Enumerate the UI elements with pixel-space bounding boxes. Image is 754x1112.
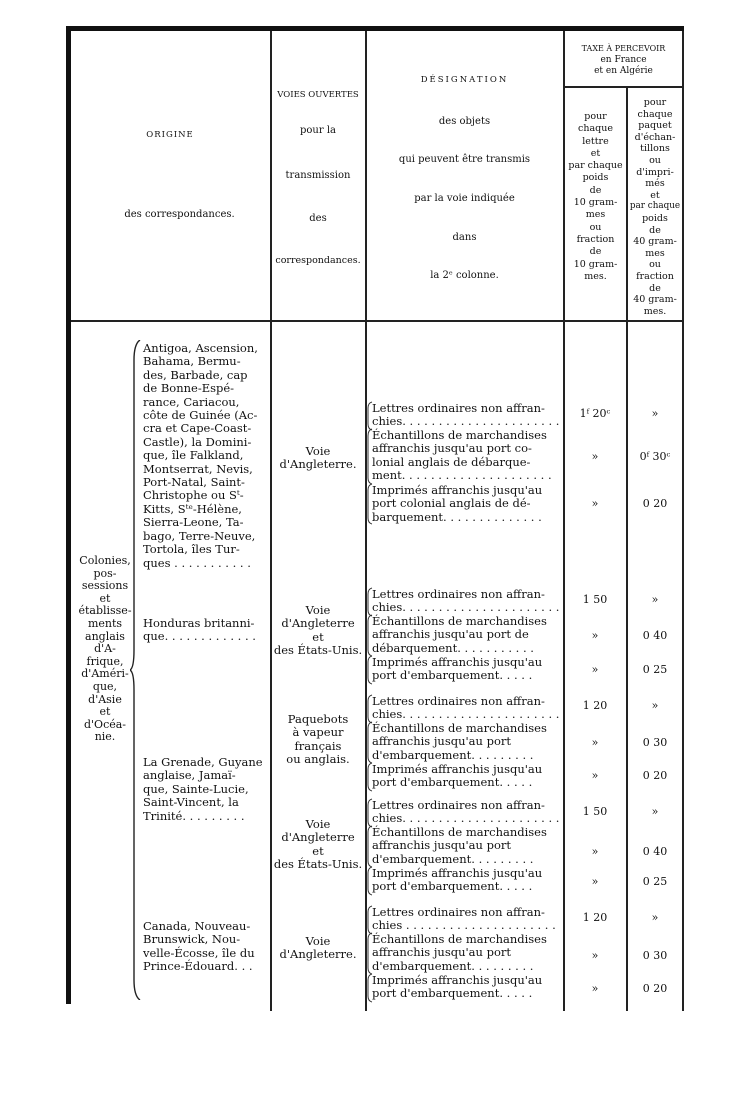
item-line: port d'embarquement. . . . . bbox=[372, 879, 533, 894]
tax-samples-line: ou bbox=[649, 154, 661, 166]
item-7 bbox=[372, 695, 562, 722]
item-9 bbox=[372, 763, 562, 790]
place-line: Antigoa, Ascension, bbox=[143, 341, 258, 355]
tax-letters-line: mes. bbox=[584, 270, 607, 282]
tax-samples-line: ou bbox=[649, 259, 661, 271]
tax-sample-value: 0ᶠ 30ᶜ bbox=[639, 450, 671, 463]
item-line: chies. . . . . . . . . . . . . . . . . . . . . . bbox=[372, 811, 560, 826]
item-3 bbox=[372, 484, 562, 524]
place-line: rance, Cariacou, bbox=[143, 394, 240, 409]
item-line: Lettres ordinaires non affran- bbox=[372, 587, 545, 601]
tax-sample-value: » bbox=[651, 699, 659, 712]
tax-letters-line: par chaque bbox=[568, 160, 623, 172]
designation-header-line: par la voie indiquée bbox=[414, 193, 515, 204]
tax-samples-line: pour bbox=[643, 97, 667, 108]
tax-letters-line: pour bbox=[584, 111, 607, 122]
route-line: Paquebots bbox=[287, 712, 349, 726]
tax-sample-value: » bbox=[651, 911, 659, 924]
item-line: port d'embarquement. . . . . bbox=[372, 668, 533, 683]
designation-header-line: des objets bbox=[438, 116, 491, 127]
routes-header-line: correspondances. bbox=[275, 255, 361, 266]
origin-group-line: d'Océa- bbox=[83, 717, 127, 731]
place-line: ques . . . . . . . . . . . bbox=[143, 555, 251, 570]
tax-letters-line: lettre bbox=[582, 135, 609, 147]
tax-sample-value: 0 40 bbox=[642, 629, 668, 642]
item-11 bbox=[372, 826, 562, 866]
route-line: d'Angleterre bbox=[281, 830, 355, 845]
item-line: affranchis jusqu'au port co- bbox=[372, 441, 532, 456]
place-line: velle-Écosse, île du bbox=[143, 945, 255, 960]
place-group-4 bbox=[143, 920, 269, 974]
place-line: Saint-Vincent, la bbox=[143, 795, 239, 810]
tax-samples-line: de bbox=[649, 224, 661, 236]
route-line: d'Angleterre bbox=[281, 616, 355, 631]
tax-letters-line: de bbox=[589, 184, 602, 196]
route-line: d'Angleterre. bbox=[279, 947, 357, 962]
route-line: Voie bbox=[305, 603, 331, 617]
item-5 bbox=[372, 615, 562, 655]
item-line: Échantillons de marchandises bbox=[372, 428, 547, 442]
tax-letter-value: 1 20 bbox=[582, 911, 608, 924]
item-line: d'embarquement. . . . . . . . . bbox=[372, 851, 534, 866]
item-line: Imprimés affranchis jusqu'au bbox=[372, 973, 543, 987]
place-line: Port-Natal, Saint- bbox=[143, 475, 245, 490]
item-line: barquement. . . . . . . . . . . . . . bbox=[372, 509, 542, 524]
place-line: anglaise, Jamaï- bbox=[143, 768, 236, 783]
tax-letters-line: ou bbox=[589, 221, 602, 233]
place-line: La Grenade, Guyane bbox=[143, 755, 263, 769]
item-line: ment. . . . . . . . . . . . . . . . . . . . . bbox=[372, 468, 552, 483]
origin-group-line: sessions bbox=[81, 579, 129, 593]
tax-sample-value: 0 40 bbox=[642, 845, 668, 858]
item-braces bbox=[364, 400, 374, 1010]
designation-header-line: DÉSIGNATION bbox=[420, 75, 509, 85]
route-line: à vapeur bbox=[292, 725, 344, 740]
tax-header-line: et en Algérie bbox=[594, 66, 653, 76]
route-line: et bbox=[312, 629, 324, 644]
tax-sample-value: 0 25 bbox=[642, 663, 668, 676]
item-line: affranchis jusqu'au port de bbox=[372, 627, 529, 642]
item-line: Échantillons de marchandises bbox=[372, 721, 547, 735]
tax-sample-value: » bbox=[651, 407, 659, 420]
tax-header-line: en France bbox=[600, 55, 647, 65]
place-line: Castle), la Domini- bbox=[143, 434, 252, 449]
origin-group-line: que, bbox=[92, 679, 118, 693]
route-1 bbox=[272, 445, 364, 472]
tax-sample-value: » bbox=[651, 805, 659, 818]
designation-header-line: la 2ᵉ colonne. bbox=[430, 270, 499, 281]
frame-top-rule bbox=[66, 26, 684, 31]
tax-samples-header bbox=[627, 97, 683, 317]
item-line: d'embarquement. . . . . . . . . bbox=[372, 747, 534, 762]
designation-header-line: qui peuvent être transmis bbox=[398, 154, 531, 165]
tax-letters-line: fraction bbox=[576, 233, 615, 245]
tax-sample-value: 0 20 bbox=[642, 982, 668, 995]
item-line: chies . . . . . . . . . . . . . . . . . . . . . bbox=[372, 918, 556, 933]
tax-letter-value: 1 20 bbox=[582, 699, 608, 712]
route-4 bbox=[272, 818, 364, 872]
tax-letters-line: 10 gram- bbox=[573, 258, 618, 270]
place-line: côte de Guinée (Ac- bbox=[143, 408, 258, 423]
origin-group-line: d'Améri- bbox=[81, 667, 129, 681]
item-line: port colonial anglais de dé- bbox=[372, 496, 531, 511]
origin-group-line: ments bbox=[87, 616, 123, 630]
route-line: des États-Unis. bbox=[273, 857, 363, 872]
item-line: Imprimés affranchis jusqu'au bbox=[372, 866, 543, 880]
place-group-3 bbox=[143, 756, 269, 823]
routes-header-line: pour la bbox=[300, 125, 336, 136]
item-line: Lettres ordinaires non affran- bbox=[372, 694, 545, 708]
tax-letter-value: » bbox=[591, 982, 599, 995]
tax-sample-value: » bbox=[651, 593, 659, 606]
route-line: d'Angleterre. bbox=[279, 457, 357, 472]
origin-group-line: Colonies, bbox=[79, 554, 131, 567]
route-5 bbox=[272, 935, 364, 962]
tax-header-rule bbox=[565, 86, 683, 88]
tax-samples-line: d'impri- bbox=[636, 166, 674, 178]
place-line: de Bonne-Espé- bbox=[143, 381, 235, 396]
place-line: Sierra-Leone, Ta- bbox=[143, 515, 244, 530]
place-line: Trinité. . . . . . . . . bbox=[143, 808, 245, 823]
place-line: Brunswick, Nou- bbox=[143, 932, 241, 947]
place-group-2 bbox=[143, 617, 269, 644]
routes-header-line: VOIES OUVERTES bbox=[277, 90, 359, 100]
tax-samples-line: 40 gram- bbox=[633, 294, 677, 306]
item-line: Lettres ordinaires non affran- bbox=[372, 905, 545, 919]
origin-header: ORIGINE bbox=[146, 130, 194, 140]
tax-sample-value: 0 25 bbox=[642, 875, 668, 888]
item-line: chies. . . . . . . . . . . . . . . . . . . . . . bbox=[372, 414, 560, 429]
tax-letter-value: 1 50 bbox=[582, 805, 608, 818]
item-6 bbox=[372, 656, 562, 683]
tax-samples-line: mes. bbox=[643, 305, 667, 317]
tax-letter-value: » bbox=[591, 663, 599, 676]
origin-group-line: d'Asie bbox=[88, 692, 122, 706]
route-2 bbox=[272, 604, 364, 658]
tax-sample-value: 0 20 bbox=[642, 497, 668, 510]
tax-letters-line: mes bbox=[585, 209, 606, 221]
tax-samples-line: chaque bbox=[637, 108, 673, 120]
item-13 bbox=[372, 906, 562, 933]
designation-header-line: dans bbox=[452, 232, 477, 243]
place-line: Honduras britanni- bbox=[143, 616, 255, 630]
item-15 bbox=[372, 974, 562, 1001]
routes-header-line: transmission bbox=[285, 170, 351, 181]
route-line: français bbox=[294, 738, 342, 753]
origin-group-line: et bbox=[99, 705, 111, 719]
item-line: affranchis jusqu'au port bbox=[372, 945, 511, 960]
tax-header-line: TAXE À PERCEVOIR bbox=[581, 44, 666, 53]
place-line: que. . . . . . . . . . . . . bbox=[143, 629, 256, 644]
origin-group-line: nie. bbox=[94, 730, 116, 744]
item-line: Imprimés affranchis jusqu'au bbox=[372, 655, 543, 669]
tax-letters-line: 10 gram- bbox=[573, 197, 618, 209]
tax-letter-value: » bbox=[591, 497, 599, 510]
item-line: débarquement. . . . . . . . . . . bbox=[372, 640, 534, 655]
item-line: chies. . . . . . . . . . . . . . . . . . . . . . bbox=[372, 600, 560, 615]
tax-samples-line: par chaque bbox=[629, 201, 681, 212]
tax-sample-value: 0 30 bbox=[642, 949, 668, 962]
place-line: que, île Falkland, bbox=[143, 448, 244, 463]
origin-group-line: anglais bbox=[85, 629, 125, 643]
item-line: lonial anglais de débarque- bbox=[372, 454, 531, 469]
route-3 bbox=[272, 713, 364, 767]
item-1 bbox=[372, 402, 562, 429]
tax-letter-value: » bbox=[591, 769, 599, 782]
tax-samples-line: d'échan- bbox=[634, 131, 676, 143]
place-line: Christophe ou Sᵗ- bbox=[143, 488, 244, 503]
tax-letter-value: 1ᶠ 20ᶜ bbox=[579, 407, 611, 420]
origin-group-line: frique, bbox=[86, 654, 124, 668]
origin-group-line: pos- bbox=[93, 566, 117, 580]
item-line: affranchis jusqu'au port bbox=[372, 838, 511, 853]
item-line: Lettres ordinaires non affran- bbox=[372, 401, 545, 415]
tax-samples-line: paquet bbox=[638, 120, 672, 132]
tax-samples-line: de bbox=[649, 282, 661, 294]
tax-sample-value: 0 20 bbox=[642, 769, 668, 782]
tax-samples-line: 40 gram- bbox=[633, 236, 677, 248]
place-line: bago, Terre-Neuve, bbox=[143, 528, 256, 543]
item-line: Imprimés affranchis jusqu'au bbox=[372, 483, 543, 497]
item-line: port d'embarquement. . . . . bbox=[372, 775, 533, 790]
origin-header-sub: des correspondances. bbox=[124, 209, 235, 220]
route-line: Voie bbox=[305, 444, 331, 458]
routes-header-line: des bbox=[309, 213, 327, 224]
route-line: Voie bbox=[305, 817, 331, 831]
tax-letter-value: » bbox=[591, 450, 599, 463]
item-line: port d'embarquement. . . . . bbox=[372, 986, 533, 1001]
tax-letters-line: de bbox=[589, 246, 602, 258]
place-line: Canada, Nouveau- bbox=[143, 919, 251, 933]
tax-samples-line: mes bbox=[645, 247, 665, 259]
place-line: Bahama, Bermu- bbox=[143, 354, 241, 369]
route-line: ou anglais. bbox=[286, 752, 350, 767]
tax-letter-value: » bbox=[591, 875, 599, 888]
route-line: Voie bbox=[305, 934, 331, 948]
place-line: des, Barbade, cap bbox=[143, 367, 248, 382]
item-line: affranchis jusqu'au port bbox=[372, 734, 511, 749]
place-line: Tortola, îles Tur- bbox=[143, 542, 240, 557]
item-4 bbox=[372, 588, 562, 615]
tax-samples-line: poids bbox=[642, 212, 668, 224]
origin-group-line: d'A- bbox=[94, 642, 116, 656]
item-12 bbox=[372, 867, 562, 894]
place-line: que, Sainte-Lucie, bbox=[143, 781, 249, 796]
item-line: Imprimés affranchis jusqu'au bbox=[372, 762, 543, 776]
tax-letters-header bbox=[565, 111, 626, 283]
route-line: et bbox=[312, 843, 324, 858]
place-group-1 bbox=[143, 342, 269, 570]
place-line: Montserrat, Nevis, bbox=[143, 461, 253, 476]
item-line: d'embarquement. . . . . . . . . bbox=[372, 958, 534, 973]
item-10 bbox=[372, 799, 562, 826]
tax-samples-line: tillons bbox=[640, 143, 670, 155]
item-line: Échantillons de marchandises bbox=[372, 614, 547, 628]
origin-brace bbox=[130, 340, 142, 1000]
origin-group-line: et bbox=[99, 591, 111, 605]
place-line: Prince-Édouard. . . bbox=[143, 959, 253, 974]
item-8 bbox=[372, 722, 562, 762]
item-line: chies. . . . . . . . . . . . . . . . . . . . . . bbox=[372, 707, 560, 722]
item-line: Échantillons de marchandises bbox=[372, 825, 547, 839]
tax-letter-value: » bbox=[591, 845, 599, 858]
tax-letter-value: » bbox=[591, 736, 599, 749]
item-14 bbox=[372, 933, 562, 973]
frame-left-rule bbox=[66, 26, 71, 1004]
tax-samples-line: et bbox=[650, 189, 660, 201]
tax-letter-value: » bbox=[591, 949, 599, 962]
place-line: Kitts, Sᵗᵉ-Hélène, bbox=[143, 501, 242, 516]
tax-letter-value: » bbox=[591, 629, 599, 642]
tax-letters-line: poids bbox=[582, 172, 609, 184]
tax-letters-line: chaque bbox=[578, 123, 613, 135]
item-line: Lettres ordinaires non affran- bbox=[372, 798, 545, 812]
tax-sample-value: 0 30 bbox=[642, 736, 668, 749]
place-line: cra et Cape-Coast- bbox=[143, 421, 252, 436]
origin-group bbox=[74, 555, 136, 744]
tax-samples-line: més bbox=[645, 178, 665, 190]
item-2 bbox=[372, 429, 562, 483]
item-line: Échantillons de marchandises bbox=[372, 932, 547, 946]
route-line: des États-Unis. bbox=[273, 643, 363, 658]
tax-letters-line: et bbox=[590, 147, 601, 159]
tax-samples-line: fraction bbox=[636, 270, 674, 282]
header-bottom-rule bbox=[71, 320, 683, 322]
tax-letter-value: 1 50 bbox=[582, 593, 608, 606]
origin-group-line: établisse- bbox=[78, 604, 132, 618]
